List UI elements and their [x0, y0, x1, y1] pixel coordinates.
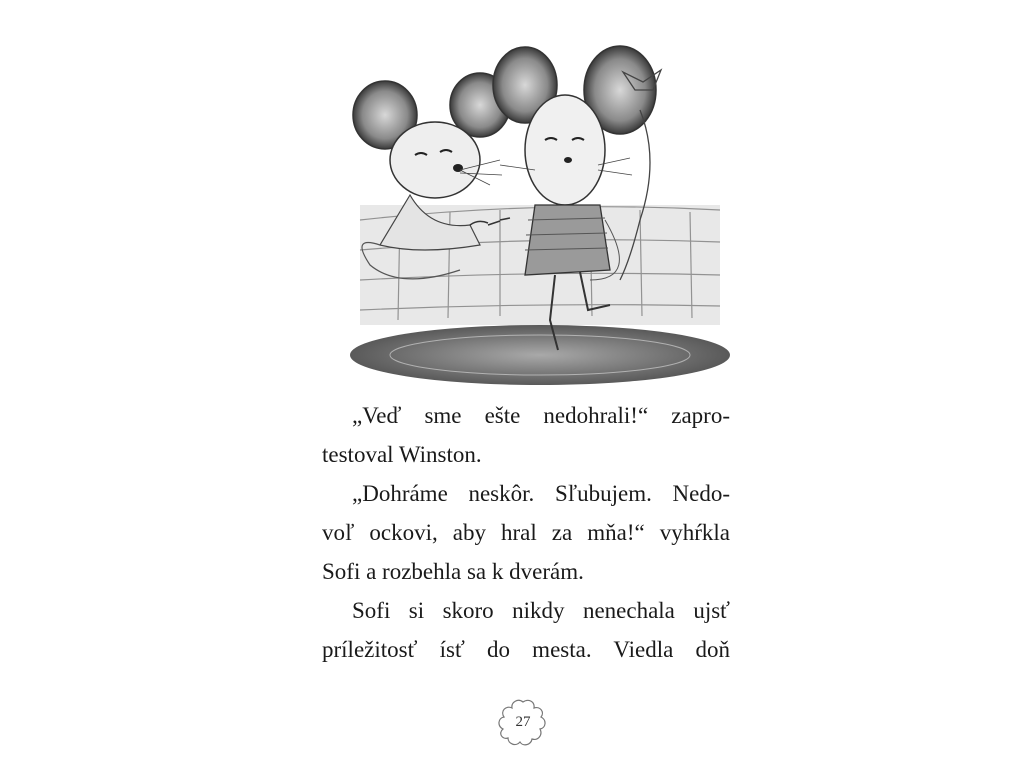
text-line: testoval Winston. — [322, 442, 482, 467]
paragraph-3-cont — [322, 630, 730, 669]
text-line: „Dohráme neskôr. Sľubujem. Nedo- — [352, 481, 730, 506]
page-number-badge — [495, 696, 551, 748]
text-line: voľ ockovi, aby hral za mňa!“ vyhŕkla — [322, 520, 730, 545]
paragraph-1-cont — [322, 435, 730, 474]
text-line: „Veď sme ešte nedohrali!“ zapro- — [352, 403, 730, 428]
mice-illustration — [340, 20, 740, 390]
page-number: 27 — [515, 713, 531, 730]
text-line: Sofi a rozbehla sa k dverám. — [322, 559, 584, 584]
paragraph-1 — [322, 396, 730, 435]
paragraph-3 — [322, 591, 730, 630]
text-line: Sofi si skoro nikdy nenechala ujsť — [352, 598, 730, 623]
floor-rug — [350, 325, 730, 385]
text-line: príležitosť ísť do mesta. Viedla doň — [322, 637, 730, 662]
paragraph-2 — [322, 474, 730, 513]
paragraph-2-end — [322, 552, 730, 591]
story-text — [322, 396, 730, 669]
paragraph-2-cont — [322, 513, 730, 552]
